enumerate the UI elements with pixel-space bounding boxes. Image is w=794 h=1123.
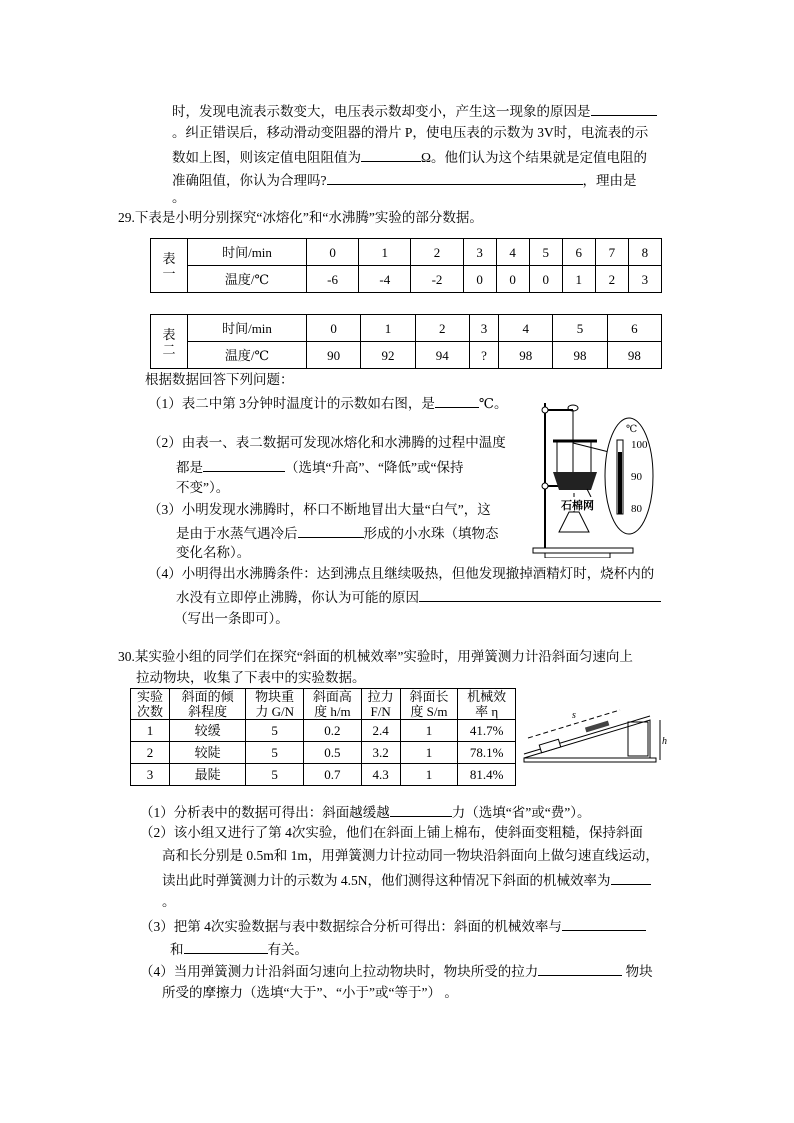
header-cell: 斜面高 度 h/m (304, 689, 362, 720)
cell: 3 (469, 315, 498, 342)
header-cell: 斜面的倾 斜程度 (169, 689, 245, 720)
text: 力（选填“省”或“费”）。 (451, 805, 591, 820)
text: 时，发现电流表示数变大，电压表示数却变小，产生这一现象的原因是 (172, 104, 591, 119)
cell: 最陡 (169, 764, 245, 786)
cell: 98 (607, 342, 661, 369)
cell: 92 (361, 342, 415, 369)
length-label-s: s (572, 710, 576, 721)
table-row (151, 342, 662, 369)
q29-sub3: （3）小明发现水沸腾时，杯口不断地冒出大量“白气”，这 (148, 502, 491, 517)
q30-sub2: （2）该小组又进行了第 4次实验，他们在斜面上铺上棉布，使斜面变粗糙，保持斜面 (140, 825, 643, 840)
cell: -4 (359, 266, 411, 293)
cell: 5 (529, 239, 562, 266)
answer-blank[interactable] (435, 393, 479, 408)
answer-blank[interactable] (327, 170, 583, 185)
cell: 94 (415, 342, 469, 369)
cell: 1 (359, 239, 411, 266)
answer-blank[interactable] (611, 870, 651, 885)
q30-sub4 (140, 961, 653, 981)
cell: 0 (496, 266, 529, 293)
cell: 4 (499, 315, 553, 342)
text: 和 (170, 942, 184, 957)
q29-sub1 (148, 393, 507, 413)
cell: 3 (628, 266, 661, 293)
table-row (131, 764, 516, 786)
cell: 0 (307, 315, 361, 342)
table-row (151, 315, 662, 342)
q30-sub2: 。 (162, 894, 176, 909)
boiling-apparatus-figure (525, 398, 655, 558)
cell: 41.7% (458, 720, 516, 742)
asbestos-net-label: 石棉网 (561, 500, 594, 512)
q30-sub2: 高和长分别是 0.5m和 1m，用弹簧测力计拉动同一物块沿斜面向上做匀速直线运动， (162, 848, 659, 863)
thermometer-unit: ℃ (626, 424, 638, 435)
table-row (151, 266, 662, 293)
table-row (151, 239, 662, 266)
table-label: 表 一 (151, 239, 188, 293)
q29-sub2 (176, 457, 463, 477)
text: 数如上图，则该定值电阻阻值为 (172, 150, 361, 165)
height-label-h: h (662, 736, 667, 747)
text: ，理由是 (582, 173, 637, 188)
cell: 7 (595, 239, 628, 266)
text: 读出此时弹簧测力计的示数为 4.5N，他们测得这种情况下斜面的机械效率为 (162, 873, 611, 888)
answer-blank[interactable] (390, 802, 452, 817)
cell: 90 (307, 342, 361, 369)
text: 物块 (622, 964, 653, 979)
table-label: 表 二 (151, 315, 188, 369)
table-water-boiling (150, 314, 662, 369)
q28-line: 。纠正错误后，移动滑动变阻器的滑片 P，使电压表的示数为 3V时，电流表的示 (172, 125, 649, 140)
cell: 4 (496, 239, 529, 266)
q30-sub3 (170, 939, 308, 959)
cell: 1 (131, 720, 170, 742)
row-header: 温度/℃ (188, 342, 307, 369)
answer-blank[interactable] (419, 587, 661, 602)
cell: 3 (131, 764, 170, 786)
table-incline-efficiency (130, 688, 516, 786)
text: （4）当用弹簧测力计沿斜面匀速向上拉动物块时，物块所受的拉力 (140, 964, 539, 979)
tick-80: 80 (631, 503, 642, 515)
cell: 2 (595, 266, 628, 293)
cell: 78.1% (458, 742, 516, 764)
row-header: 时间/min (188, 315, 307, 342)
q30-sub4: 所受的摩擦力（选填“大于”、“小于”或“等于”） 。 (162, 985, 458, 1000)
cell: 3.2 (361, 742, 400, 764)
q28-line (172, 170, 637, 190)
row-header: 时间/min (188, 239, 307, 266)
cell: 3 (463, 239, 496, 266)
cell: 6 (607, 315, 661, 342)
cell: 较缓 (169, 720, 245, 742)
answer-blank[interactable] (591, 101, 657, 116)
answer-blank[interactable] (562, 916, 646, 931)
q29-sub2: 不变”）。 (176, 480, 230, 495)
q28-line (172, 101, 657, 121)
q28-line: 。 (172, 190, 186, 205)
table-row (131, 742, 516, 764)
header-cell: 机械效 率 η (458, 689, 516, 720)
text: （1）表二中第 3分钟时温度计的示数如右图，是 (148, 396, 435, 411)
header-cell: 实验 次数 (131, 689, 170, 720)
cell: ? (469, 342, 498, 369)
text: ℃。 (478, 396, 508, 411)
text: （3）把第 4次实验数据与表中数据综合分析可得出：斜面的机械效率与 (140, 919, 562, 934)
answer-blank[interactable] (184, 939, 268, 954)
cell: 6 (562, 239, 595, 266)
cell: 5 (246, 764, 304, 786)
q29-sub3 (176, 523, 499, 543)
q30-sub2 (162, 870, 651, 890)
cell: 0 (307, 239, 359, 266)
header-cell: 物块重 力 G/N (246, 689, 304, 720)
cell: 4.3 (361, 764, 400, 786)
q29-sub2: （2）由表一、表二数据可发现冰熔化和水沸腾的过程中温度 (148, 435, 506, 450)
q29-intro: 根据数据回答下列问题： (145, 372, 294, 387)
cell: 8 (628, 239, 661, 266)
q30-title: 拉动物块，收集了下表中的实验数据。 (136, 670, 366, 685)
cell: 0.2 (304, 720, 362, 742)
q29-sub4: （4）小明得出水沸腾条件：达到沸点且继续吸热，但他发现撤掉酒精灯时，烧杯内的 (148, 566, 655, 581)
answer-blank[interactable] (203, 457, 285, 472)
text: Ω。他们认为这个结果就是定值电阻的 (421, 150, 648, 165)
q29-sub4: （写出一条即可）。 (174, 611, 289, 626)
text: 水没有立即停止沸腾，你认为可能的原因 (176, 590, 419, 605)
cell: 2 (131, 742, 170, 764)
text: 是由于水蒸气遇冷后 (176, 526, 298, 541)
text: 都是 (176, 460, 203, 475)
text: （1）分析表中的数据可得出：斜面越缓越 (140, 805, 390, 820)
q29-title: 29.下表是小明分别探究“冰熔化”和“水沸腾”实验的部分数据。 (118, 210, 483, 225)
cell: 98 (499, 342, 553, 369)
cell: 较陡 (169, 742, 245, 764)
incline-figure (520, 700, 670, 770)
cell: 0 (463, 266, 496, 293)
table-row (131, 720, 516, 742)
cell: 2.4 (361, 720, 400, 742)
cell: -6 (307, 266, 359, 293)
table-ice-melting (150, 238, 662, 293)
text: 形成的小水珠（填物态 (363, 526, 499, 541)
header-cell: 斜面长 度 S/m (400, 689, 458, 720)
q30-sub1 (140, 802, 590, 822)
header-cell: 拉力 F/N (361, 689, 400, 720)
q29-sub4 (176, 587, 661, 607)
cell: 5 (553, 315, 607, 342)
cell: 2 (415, 315, 469, 342)
cell: -2 (411, 266, 463, 293)
cell: 0 (529, 266, 562, 293)
answer-blank[interactable] (361, 147, 421, 162)
row-header: 温度/℃ (188, 266, 307, 293)
cell: 1 (400, 742, 458, 764)
q30-sub3 (140, 916, 646, 936)
cell: 1 (562, 266, 595, 293)
cell: 81.4% (458, 764, 516, 786)
cell: 5 (246, 720, 304, 742)
text: 准确阻值，你认为合理吗? (172, 173, 327, 188)
cell: 5 (246, 742, 304, 764)
q30-title: 30.某实验小组的同学们在探究“斜面的机械效率”实验时，用弹簧测力计沿斜面匀速向上 (118, 649, 633, 664)
cell: 0.5 (304, 742, 362, 764)
cell: 0.7 (304, 764, 362, 786)
answer-blank[interactable] (538, 961, 622, 976)
text: （选填“升高”、“降低”或“保持 (285, 460, 464, 475)
q29-sub3: 变化名称）。 (176, 545, 251, 560)
cell: 1 (361, 315, 415, 342)
answer-blank[interactable] (298, 523, 364, 538)
cell: 1 (400, 720, 458, 742)
text: 有关。 (267, 942, 308, 957)
cell: 2 (411, 239, 463, 266)
tick-100: 100 (631, 439, 648, 451)
q28-line (172, 147, 647, 167)
cell: 98 (553, 342, 607, 369)
tick-90: 90 (631, 471, 642, 483)
table-header-row (131, 689, 516, 720)
cell: 1 (400, 764, 458, 786)
